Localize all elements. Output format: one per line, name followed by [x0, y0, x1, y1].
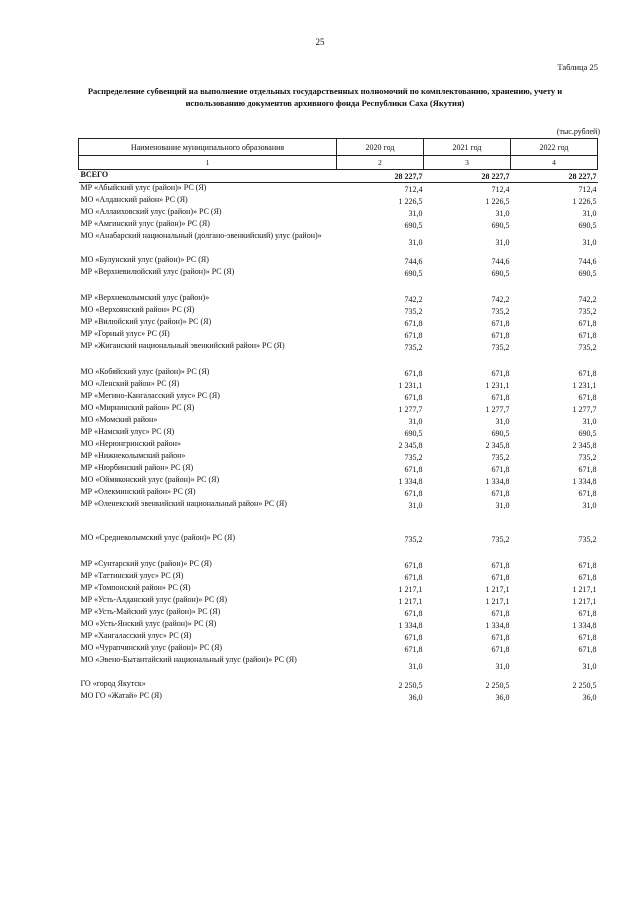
value-2020: 31,0 [408, 238, 423, 247]
table-row [79, 463, 598, 475]
value-2021: 744,6 [491, 257, 510, 266]
spacer-row [79, 545, 598, 559]
table-row [79, 379, 598, 391]
municipality-name: МР «Хангаласский улус» РС (Я) [80, 631, 192, 640]
table-row [79, 255, 598, 267]
municipality-name: МР «Таттинский улус» РС (Я) [80, 571, 184, 580]
municipality-name: МР «Абыйский улус (район)» РС (Я) [80, 183, 207, 192]
value-2022: 671,8 [578, 465, 597, 474]
value-2022: 671,8 [578, 489, 597, 498]
value-2020: 2 250,5 [398, 681, 423, 690]
municipality-name: МР «Нижнеколымский район» [80, 451, 186, 460]
value-2022: 735,2 [578, 453, 597, 462]
table-row [79, 571, 598, 583]
value-2021: 671,8 [491, 633, 510, 642]
value-2022: 1 217,1 [572, 585, 597, 594]
municipality-name: МО «Верхоянский район» РС (Я) [80, 305, 195, 314]
value-2020: 1 334,8 [398, 621, 423, 630]
value-2022: 735,2 [578, 307, 597, 316]
table-row [79, 391, 598, 403]
table-row [79, 231, 598, 255]
municipality-name: МР «Усть-Алданский улус (район)» РС (Я) [80, 595, 227, 604]
value-2021: 1 334,8 [485, 621, 510, 630]
table-row [79, 631, 598, 643]
value-2021: 690,5 [491, 429, 510, 438]
table-row [79, 655, 598, 679]
municipality-name: МР «Верхнеколымский улус (район)» [80, 293, 210, 302]
municipality-name: МР «Жиганский национальный эвенкийский район» РС (Я) [80, 341, 285, 350]
municipality-name: МР «Усть-Майский улус (район)» РС (Я) [80, 607, 221, 616]
document-title: Распределение субвенций на выполнение отдельных государственных полномочий по комплектованию, хранению, учету и использованию документов архивного фонда Республики Саха (Якутия) [87, 86, 563, 108]
table-row [79, 317, 598, 329]
value-2022: 671,8 [578, 331, 597, 340]
value-2020: 1 277,7 [398, 405, 423, 414]
municipality-name: МО «Алданский район» РС (Я) [80, 195, 188, 204]
table-row [79, 219, 598, 231]
column-number: 4 [511, 156, 598, 170]
units-label: (тыс.рублей) [556, 127, 600, 136]
table-row [79, 691, 598, 703]
table-row [79, 367, 598, 379]
value-2020: 671,8 [404, 573, 423, 582]
value-2020: 671,8 [404, 609, 423, 618]
table-row [79, 195, 598, 207]
value-2022: 671,8 [578, 561, 597, 570]
value-2022: 2 250,5 [572, 681, 597, 690]
table-row [79, 533, 598, 545]
value-2022: 735,2 [578, 343, 597, 352]
value-2022: 31,0 [582, 662, 597, 671]
value-2022: 1 231,1 [572, 381, 597, 390]
value-2021: 735,2 [491, 453, 510, 462]
value-2020: 1 231,1 [398, 381, 423, 390]
total-2022: 28 227,7 [511, 170, 598, 183]
municipality-name: МО «Кобяйский улус (район)» РС (Я) [80, 367, 210, 376]
value-2021: 742,2 [491, 295, 510, 304]
column-header-2022: 2022 год [511, 139, 598, 156]
table-row [79, 451, 598, 463]
spacer-row [79, 511, 598, 533]
table-row [79, 559, 598, 571]
total-label: ВСЕГО [79, 170, 337, 183]
table-row [79, 643, 598, 655]
municipality-name: МО «Булунский улус (район)» РС (Я) [80, 255, 209, 264]
municipality-name: МО «Оймяконский улус (район)» РС (Я) [80, 475, 220, 484]
column-number: 2 [337, 156, 424, 170]
table-body [79, 170, 598, 704]
table-row [79, 607, 598, 619]
value-2020: 31,0 [408, 417, 423, 426]
table-row [79, 619, 598, 631]
value-2020: 1 226,5 [398, 197, 423, 206]
value-2020: 742,2 [404, 295, 423, 304]
value-2020: 31,0 [408, 501, 423, 510]
table-row [79, 499, 598, 511]
municipality-name: МО «Эвено-Бытантайский национальный улус (район)» РС (Я) [80, 655, 297, 664]
table-row [79, 293, 598, 305]
table-row [79, 679, 598, 691]
value-2022: 690,5 [578, 429, 597, 438]
municipality-name: МР «Олекминский район» РС (Я) [80, 487, 196, 496]
value-2020: 690,5 [404, 429, 423, 438]
value-2022: 690,5 [578, 269, 597, 278]
value-2022: 1 217,1 [572, 597, 597, 606]
value-2022: 671,8 [578, 633, 597, 642]
value-2021: 2 250,5 [485, 681, 510, 690]
value-2021: 31,0 [495, 501, 510, 510]
municipality-name: ГО «город Якутск» [80, 679, 146, 688]
municipality-name: МО «Мирнинский район» РС (Я) [80, 403, 195, 412]
value-2020: 735,2 [404, 307, 423, 316]
value-2021: 1 217,1 [485, 597, 510, 606]
table-row [79, 207, 598, 219]
municipality-name: МР «Сунтарский улус (район)» РС (Я) [80, 559, 212, 568]
column-header-name: Наименование муниципального образования [79, 139, 337, 156]
municipality-name: МР «Вилюйский улус (район)» РС (Я) [80, 317, 212, 326]
value-2021: 31,0 [495, 238, 510, 247]
value-2021: 671,8 [491, 573, 510, 582]
value-2020: 735,2 [404, 343, 423, 352]
value-2022: 1 277,7 [572, 405, 597, 414]
spacer-row [79, 279, 598, 293]
municipality-name: МР «Томпонский район» РС (Я) [80, 583, 191, 592]
value-2022: 671,8 [578, 319, 597, 328]
value-2020: 1 217,1 [398, 597, 423, 606]
table-row [79, 415, 598, 427]
municipality-name: МР «Амгинский улус (район)» РС (Я) [80, 219, 210, 228]
table-row [79, 475, 598, 487]
value-2021: 2 345,8 [485, 441, 510, 450]
column-header-2020: 2020 год [337, 139, 424, 156]
value-2022: 31,0 [582, 501, 597, 510]
spacer-row [79, 353, 598, 367]
value-2022: 671,8 [578, 573, 597, 582]
municipality-name: МР «Оленекский эвенкийский национальный район» РС (Я) [80, 499, 287, 508]
value-2021: 671,8 [491, 645, 510, 654]
value-2021: 671,8 [491, 465, 510, 474]
municipality-name: МО «Чурапчинский улус (район)» РС (Я) [80, 643, 223, 652]
value-2020: 690,5 [404, 269, 423, 278]
value-2021: 1 217,1 [485, 585, 510, 594]
value-2020: 671,8 [404, 393, 423, 402]
value-2021: 735,2 [491, 343, 510, 352]
total-2021: 28 227,7 [424, 170, 511, 183]
value-2020: 671,8 [404, 645, 423, 654]
value-2021: 36,0 [495, 693, 510, 702]
municipality-name: МО «Среднеколымский улус (район)» РС (Я) [80, 533, 236, 542]
value-2020: 31,0 [408, 662, 423, 671]
value-2022: 31,0 [582, 417, 597, 426]
table-header [79, 139, 598, 170]
municipality-name: МО ГО «Жатай» РС (Я) [80, 691, 162, 700]
value-2021: 735,2 [491, 535, 510, 544]
table-row [79, 439, 598, 451]
value-2020: 2 345,8 [398, 441, 423, 450]
value-2020: 671,8 [404, 633, 423, 642]
value-2022: 671,8 [578, 369, 597, 378]
municipality-name: МО «Нерюнгринский район» [80, 439, 181, 448]
value-2022: 712,4 [578, 185, 597, 194]
table-row [79, 341, 598, 353]
value-2022: 31,0 [582, 238, 597, 247]
value-2021: 671,8 [491, 369, 510, 378]
value-2021: 671,8 [491, 393, 510, 402]
value-2021: 671,8 [491, 609, 510, 618]
value-2021: 31,0 [495, 209, 510, 218]
value-2022: 671,8 [578, 645, 597, 654]
value-2022: 1 226,5 [572, 197, 597, 206]
table-row [79, 305, 598, 317]
value-2022: 31,0 [582, 209, 597, 218]
value-2020: 671,8 [404, 561, 423, 570]
value-2020: 671,8 [404, 369, 423, 378]
value-2021: 31,0 [495, 417, 510, 426]
table-row [79, 487, 598, 499]
value-2020: 671,8 [404, 319, 423, 328]
value-2020: 671,8 [404, 465, 423, 474]
table-row [79, 403, 598, 415]
value-2020: 712,4 [404, 185, 423, 194]
value-2022: 742,2 [578, 295, 597, 304]
value-2021: 690,5 [491, 221, 510, 230]
municipality-name: МО «Анабарский национальный (долгано-эвенкийский) улус (район)» [80, 231, 322, 240]
total-2020: 28 227,7 [337, 170, 424, 183]
value-2020: 735,2 [404, 535, 423, 544]
municipality-name: МР «Намский улус» РС (Я) [80, 427, 175, 436]
municipality-name: МР «Мегино-Кангаласский улус» РС (Я) [80, 391, 220, 400]
value-2021: 1 226,5 [485, 197, 510, 206]
page-number: 25 [315, 37, 325, 47]
municipality-name: МО «Ленский район» РС (Я) [80, 379, 180, 388]
value-2020: 690,5 [404, 221, 423, 230]
value-2022: 1 334,8 [572, 477, 597, 486]
value-2020: 671,8 [404, 489, 423, 498]
table-row [79, 329, 598, 341]
value-2021: 671,8 [491, 561, 510, 570]
table-label: Таблица 25 [557, 62, 598, 72]
value-2020: 735,2 [404, 453, 423, 462]
value-2022: 671,8 [578, 393, 597, 402]
municipality-name: МР «Верхневилюйский улус (район)» РС (Я) [80, 267, 235, 276]
municipality-name: МР «Нюрбинский район» РС (Я) [80, 463, 194, 472]
table-row [79, 267, 598, 279]
value-2021: 31,0 [495, 662, 510, 671]
value-2022: 744,6 [578, 257, 597, 266]
value-2022: 690,5 [578, 221, 597, 230]
value-2020: 744,6 [404, 257, 423, 266]
value-2021: 671,8 [491, 489, 510, 498]
value-2021: 1 277,7 [485, 405, 510, 414]
value-2021: 671,8 [491, 319, 510, 328]
value-2020: 36,0 [408, 693, 423, 702]
value-2021: 671,8 [491, 331, 510, 340]
municipality-name: МО «Момский район» [80, 415, 158, 424]
value-2020: 1 334,8 [398, 477, 423, 486]
value-2021: 735,2 [491, 307, 510, 316]
table-row [79, 183, 598, 196]
table-row [79, 595, 598, 607]
table-row [79, 427, 598, 439]
total-row [79, 170, 598, 183]
column-number: 1 [79, 156, 337, 170]
value-2020: 1 217,1 [398, 585, 423, 594]
municipality-name: МО «Аллаиховский улус (район)» РС (Я) [80, 207, 222, 216]
value-2022: 36,0 [582, 693, 597, 702]
value-2021: 1 231,1 [485, 381, 510, 390]
value-2021: 1 334,8 [485, 477, 510, 486]
value-2022: 671,8 [578, 609, 597, 618]
column-number: 3 [424, 156, 511, 170]
column-header-2021: 2021 год [424, 139, 511, 156]
municipality-name: МР «Горный улус» РС (Я) [80, 329, 170, 338]
value-2021: 690,5 [491, 269, 510, 278]
value-2022: 2 345,8 [572, 441, 597, 450]
value-2022: 1 334,8 [572, 621, 597, 630]
value-2020: 31,0 [408, 209, 423, 218]
value-2021: 712,4 [491, 185, 510, 194]
table-row [79, 583, 598, 595]
subsidy-table [78, 138, 598, 703]
value-2020: 671,8 [404, 331, 423, 340]
municipality-name: МО «Усть-Янский улус (район)» РС (Я) [80, 619, 217, 628]
value-2022: 735,2 [578, 535, 597, 544]
